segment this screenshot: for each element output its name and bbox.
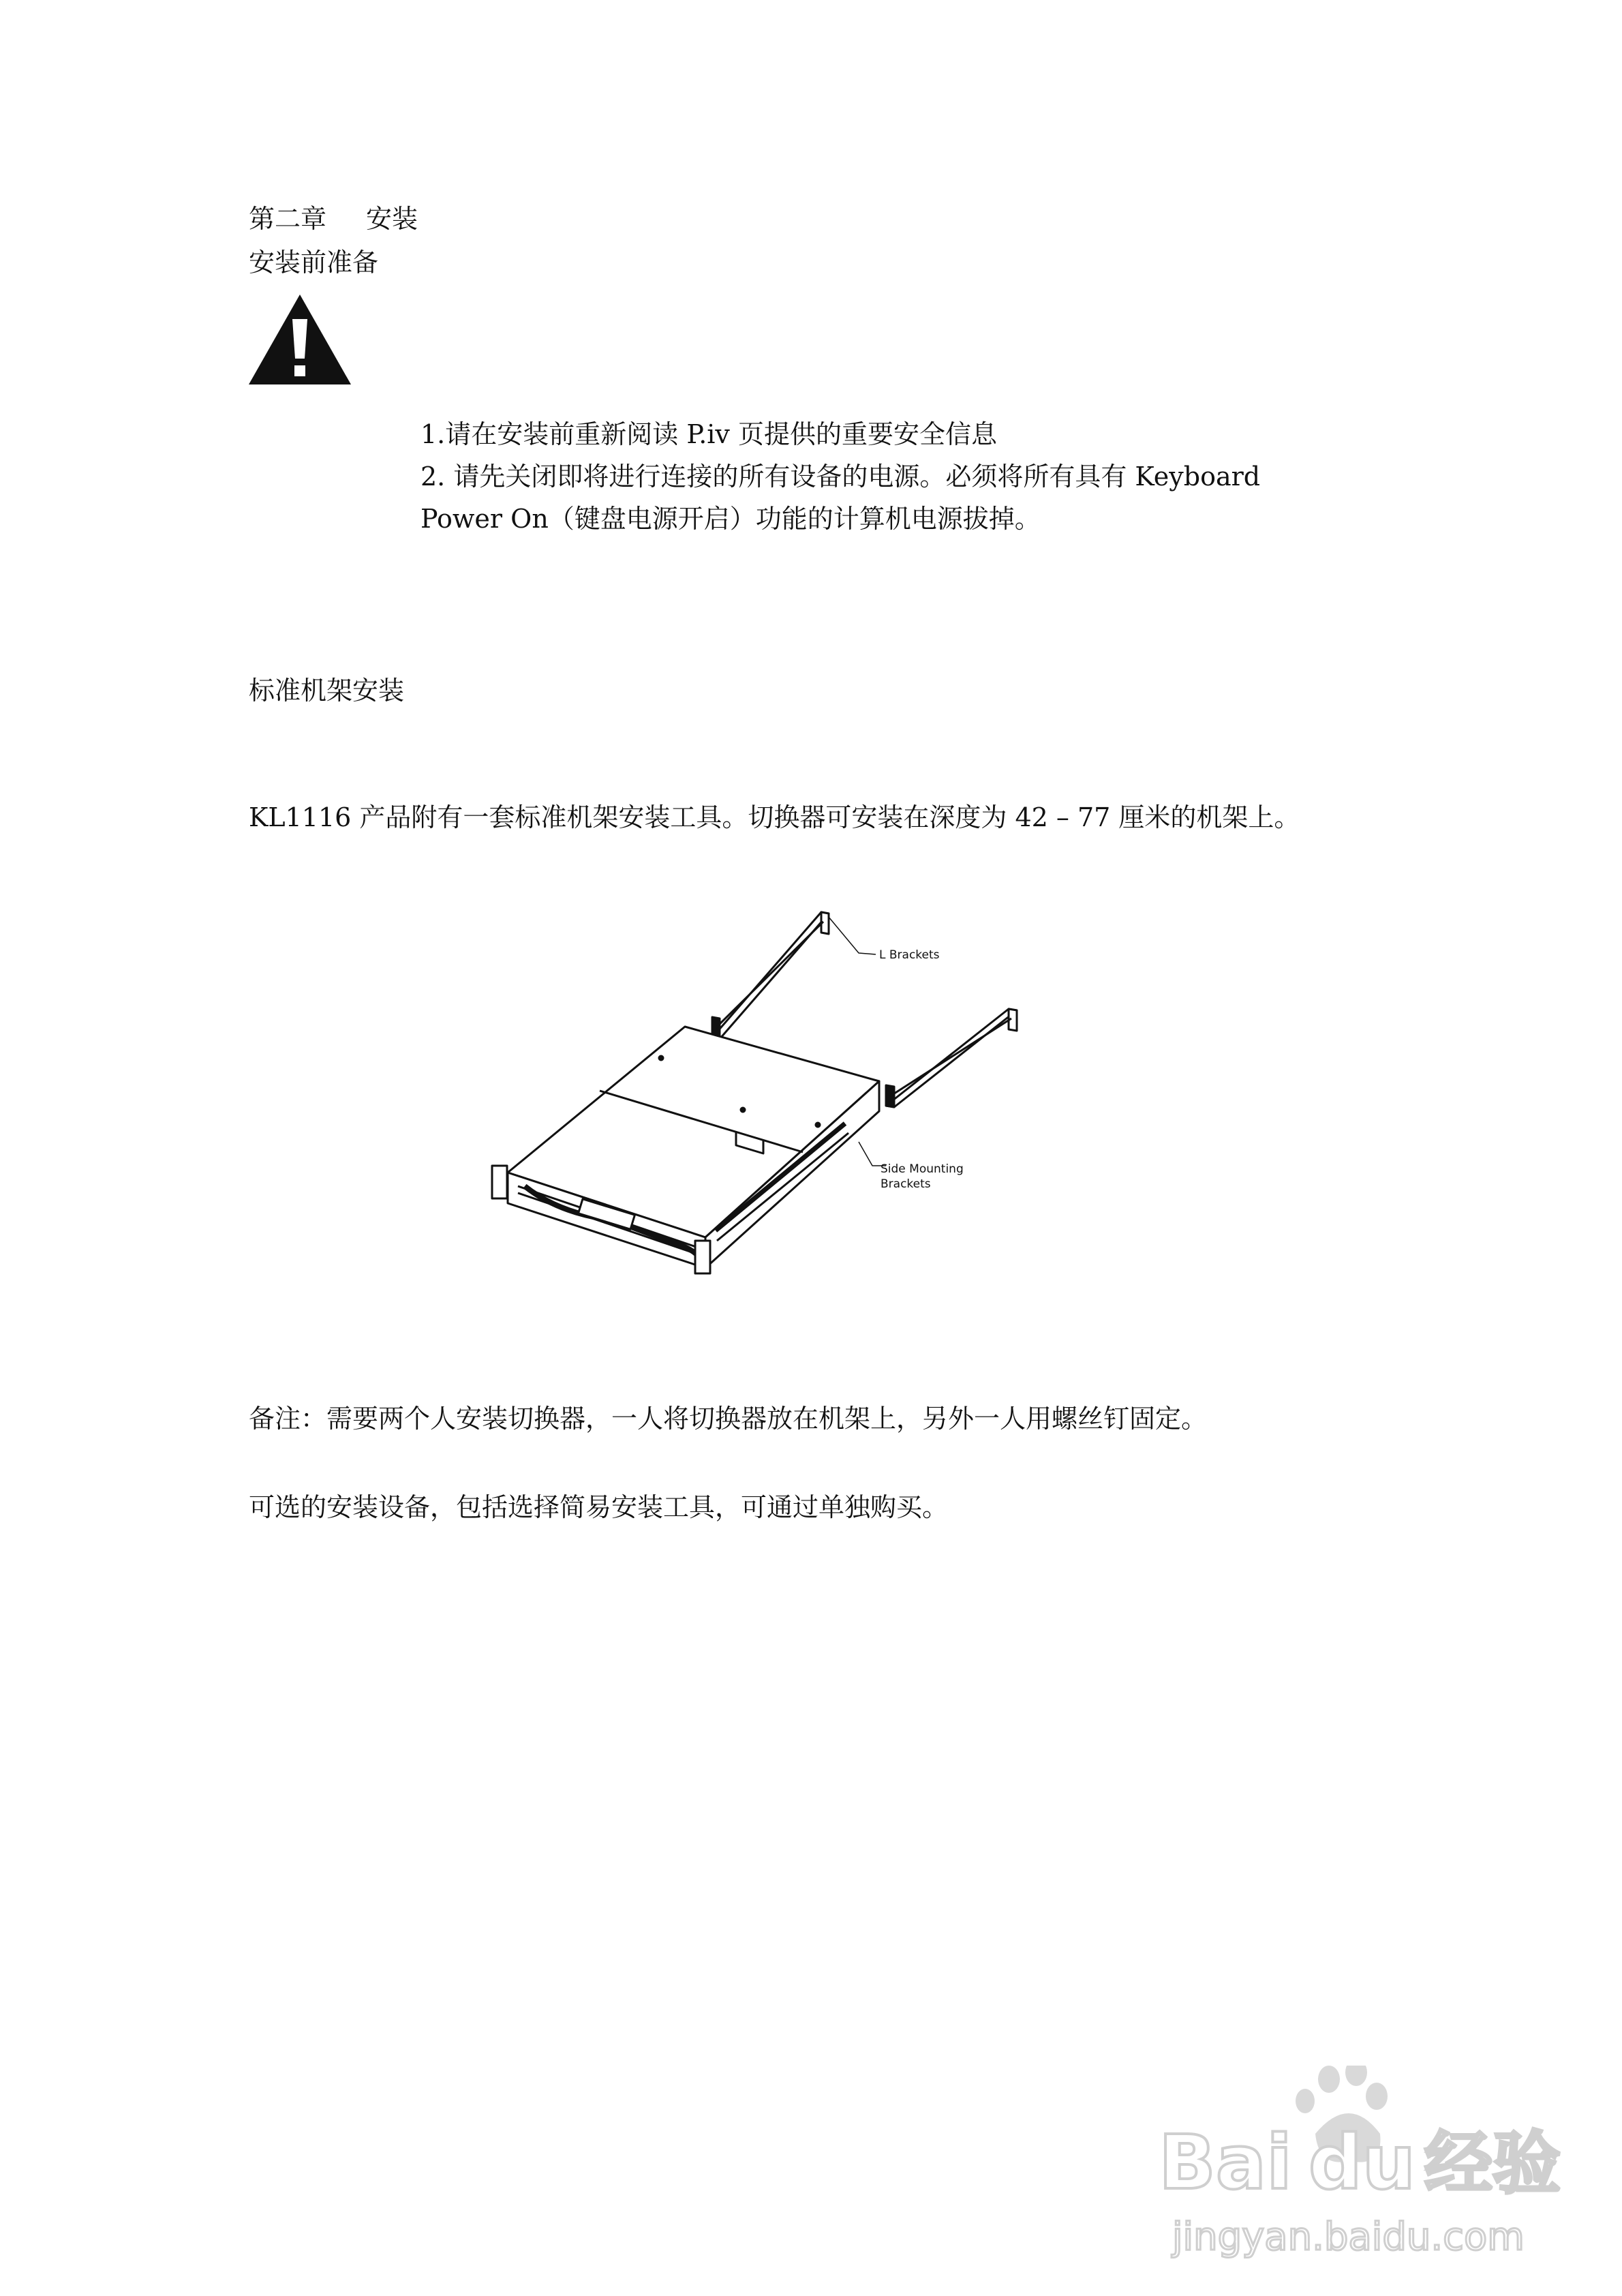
note-text: 备注：需要两个人安装切换器，一人将切换器放在机架上，另外一人用螺丝钉固定。 [249,1404,1208,1434]
watermark-cn: 经验 [1424,2124,1561,2203]
warning-icon [249,294,351,384]
prep-item-2-continued: Power On（键盘电源开启）功能的计算机电源拔掉。 [420,504,1041,534]
chapter-subtitle: 安装 [366,204,418,234]
l-bracket-bottom [886,1009,1017,1107]
l-bracket-top [712,912,829,1039]
watermark-url: jingyan.baidu.com [1172,2215,1525,2259]
label-brackets: Brackets [881,1177,931,1191]
rack-heading: 标准机架安装 [249,676,405,706]
prep-item-2: 2. 请先关闭即将进行连接的所有设备的电源。必须将所有具有 Keyboard [420,462,1261,492]
watermark-brand: Bai [1159,2119,1292,2206]
watermark-brand-du: du [1309,2119,1416,2206]
chassis [492,1027,879,1273]
label-l-brackets: L Brackets [879,948,940,962]
optional-text: 可选的安装设备，包括选择简易安装工具，可通过单独购买。 [249,1492,949,1522]
rack-mount-figure [477,886,1022,1295]
rack-body: KL1116 产品附有一套标准机架安装工具。切换器可安装在深度为 42 – 77 厘米的机架上。 [249,802,1300,832]
prep-item-1: 1.请在安装前重新阅读 P.iv 页提供的重要安全信息 [420,419,997,449]
prep-heading: 安装前准备 [249,247,379,277]
chapter-title: 第二章 [249,204,327,234]
baidu-watermark [1145,2066,1608,2270]
label-side-mounting: Side Mounting [881,1162,964,1176]
